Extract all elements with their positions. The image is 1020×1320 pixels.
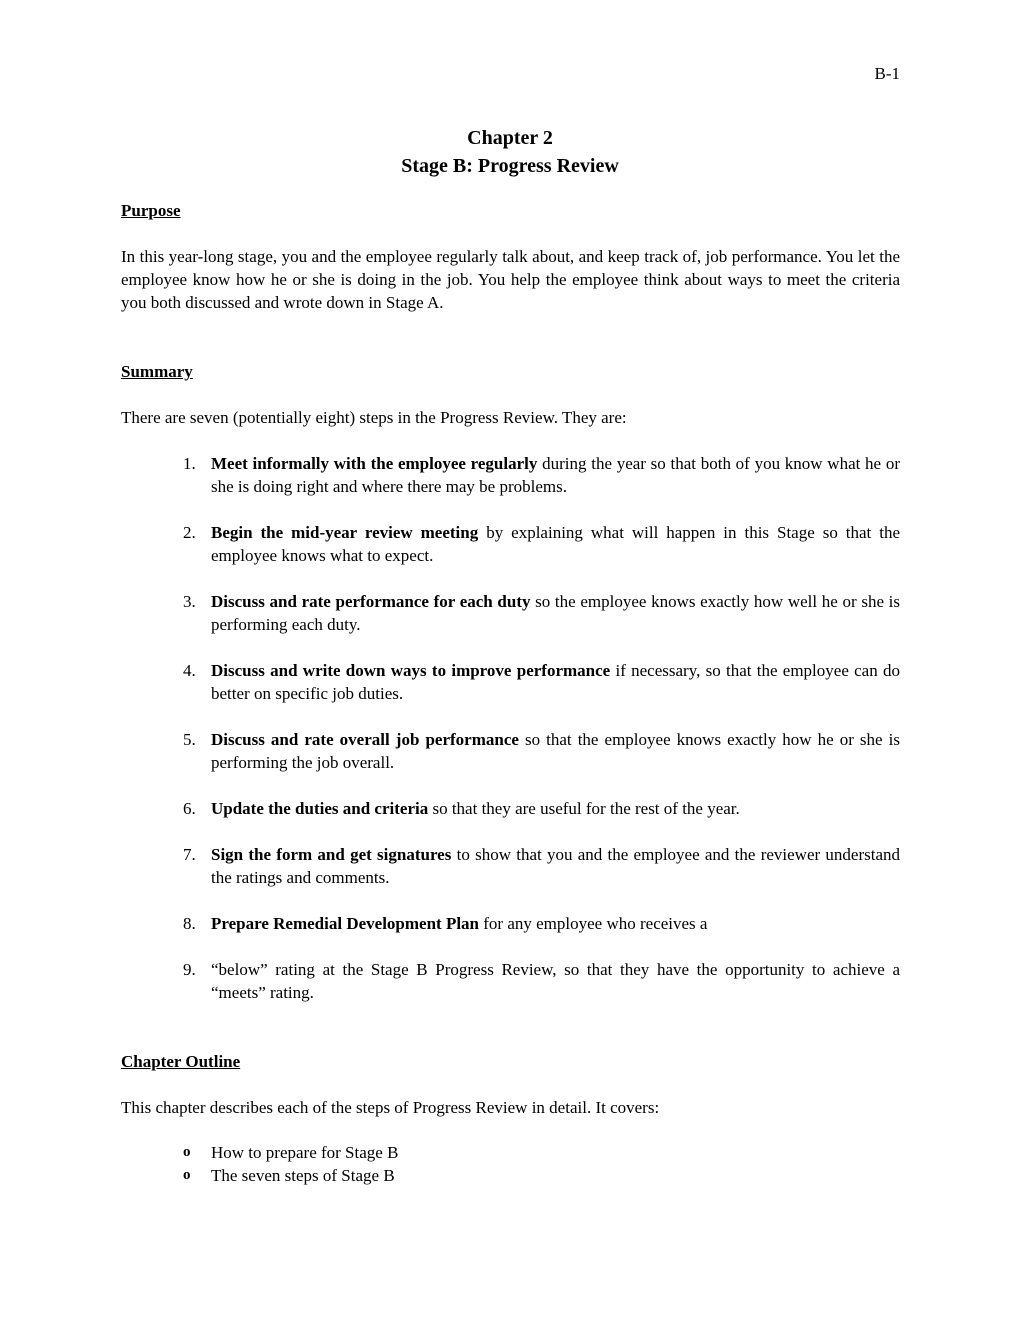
step-number: 4. — [183, 661, 196, 680]
list-item — [121, 1141, 900, 1164]
outline-item-text: The seven steps of Stage B — [211, 1166, 395, 1185]
step-title: Discuss and rate performance for each duty — [211, 592, 531, 611]
step-text: to show that you and the employee and the reviewer understand the ratings and comments. — [211, 845, 900, 887]
purpose-heading: Purpose — [121, 201, 181, 220]
step-title: Sign the form and get signatures — [211, 845, 452, 864]
bullet-icon: o — [183, 1144, 191, 1160]
step-item — [121, 912, 900, 935]
step-number: 5. — [183, 730, 196, 749]
step-number: 7. — [183, 845, 196, 864]
step-number: 8. — [183, 914, 196, 933]
step-text: so the employee knows exactly how well he or she is performing each duty. — [211, 592, 900, 634]
step-item — [121, 843, 900, 889]
steps-list — [121, 452, 900, 1027]
step-number: 1. — [183, 454, 196, 473]
step-item — [121, 728, 900, 774]
summary-intro: There are seven (potentially eight) steps in the Progress Review. They are: — [121, 408, 627, 427]
purpose-text: In this year-long stage, you and the employee regularly talk about, and keep track of, job performance. You let the employee know how he or she is doing in the job. You help the employee think about ways to meet the criteria you both discussed and wrote down in Stage A. — [121, 247, 900, 312]
outline-list — [121, 1141, 900, 1187]
page-title — [0, 124, 1020, 180]
outline-intro: This chapter describes each of the steps of Progress Review in detail. It covers: — [121, 1098, 660, 1117]
step-title: Prepare Remedial Development Plan — [211, 914, 480, 933]
step-item — [121, 521, 900, 567]
bullet-icon: o — [183, 1167, 191, 1183]
list-item — [121, 1164, 900, 1187]
step-number: 6. — [183, 799, 196, 818]
step-text: so that they are useful for the rest of the year. — [428, 799, 740, 818]
chapter-title: Chapter 2 — [467, 127, 553, 149]
step-title: Update the duties and criteria — [211, 799, 429, 818]
step-item — [121, 659, 900, 705]
step-title: Meet informally with the employee regularly — [211, 454, 538, 473]
chapter-subtitle: Stage B: Progress Review — [401, 155, 619, 177]
step-text: “below” rating at the Stage B Progress Review, so that they have the opportunity to achieve a “meets” rating. — [211, 960, 900, 1002]
step-text: if necessary, so that the employee can do better on specific job duties. — [211, 661, 900, 703]
step-title: Discuss and rate overall job performance — [211, 730, 519, 749]
step-item — [121, 452, 900, 498]
step-text: by explaining what will happen in this Stage so that the employee knows what to expect. — [211, 523, 900, 565]
step-text: for any employee who receives a — [479, 914, 708, 933]
step-text: so that the employee knows exactly how he or she is performing the job overall. — [211, 730, 900, 772]
outline-heading: Chapter Outline — [121, 1052, 241, 1071]
step-title: Discuss and write down ways to improve performance — [211, 661, 611, 680]
step-text: during the year so that both of you know what he or she is doing right and where there may be problems. — [211, 454, 900, 496]
step-number: 2. — [183, 523, 196, 542]
step-item — [121, 958, 900, 1004]
page-number: B-1 — [874, 64, 900, 83]
outline-item-text: How to prepare for Stage B — [211, 1143, 399, 1162]
step-number: 9. — [183, 960, 196, 979]
step-item — [121, 590, 900, 636]
step-title: Begin the mid-year review meeting — [211, 523, 479, 542]
step-item — [121, 797, 900, 820]
step-number: 3. — [183, 592, 196, 611]
summary-heading: Summary — [121, 362, 193, 381]
